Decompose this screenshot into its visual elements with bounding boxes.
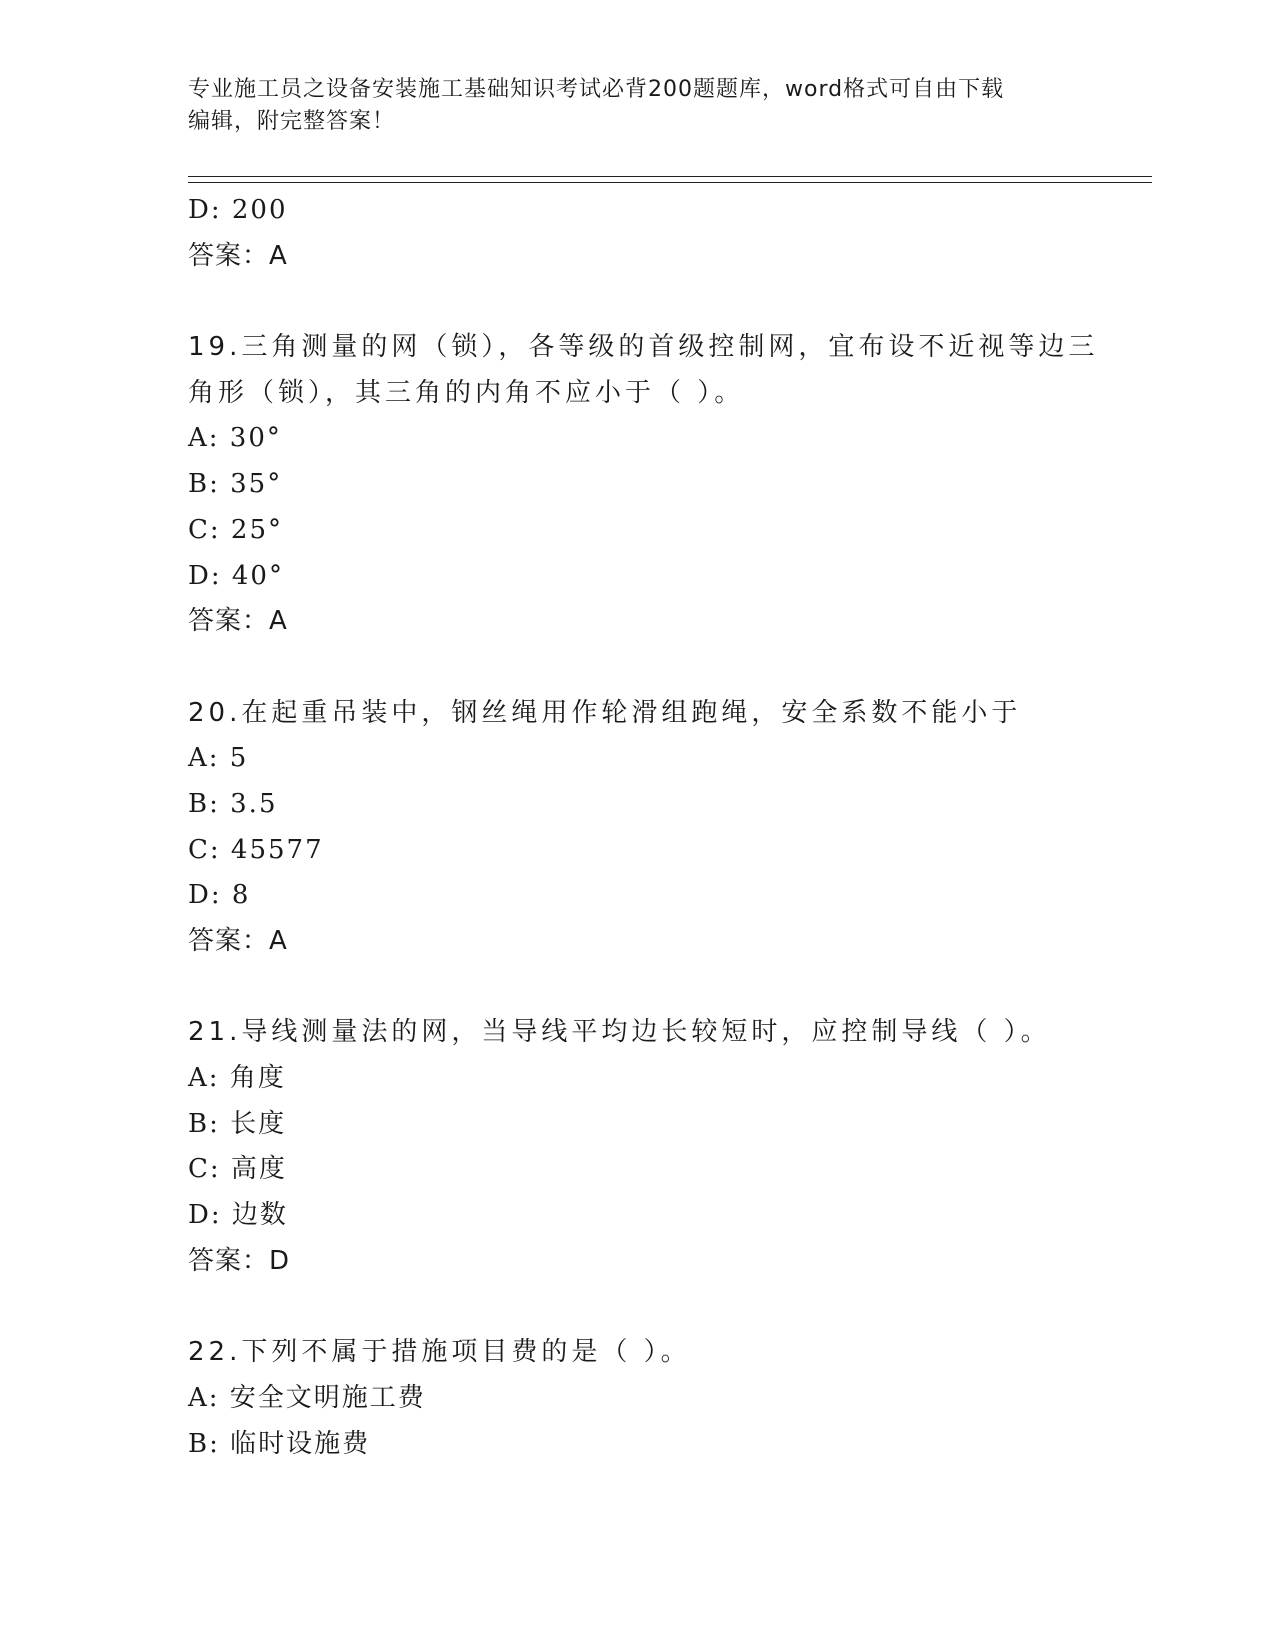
option-b: B: 35°	[188, 469, 283, 500]
option-a: A: 安全文明施工费	[188, 1382, 426, 1413]
question-22	[188, 1330, 1152, 1467]
option-d: D: 边数	[188, 1200, 288, 1231]
question-19	[188, 325, 1152, 645]
question-20	[188, 691, 1152, 965]
option-b: B: 长度	[188, 1108, 287, 1139]
question-text	[188, 691, 1152, 737]
spacer	[188, 1285, 1152, 1331]
header-title-line2: 编辑，附完整答案！	[188, 109, 396, 134]
question-text-line: 角形（锁），其三角的内角不应小于（ ）。	[188, 377, 745, 408]
spacer	[188, 645, 1152, 691]
option-a: A: 30°	[188, 423, 282, 454]
answer: 答案：D	[188, 1245, 291, 1276]
option-b: B: 3.5	[188, 788, 278, 819]
question-text-line: 19.三角测量的网（锁），各等级的首级控制网，宜布设不近视等边三	[188, 332, 1099, 363]
option-b: B: 临时设施费	[188, 1428, 371, 1459]
document-header	[188, 74, 1088, 138]
option-c: C: 25°	[188, 514, 284, 545]
question-21	[188, 1010, 1152, 1284]
question-text-line: 21.导线测量法的网，当导线平均边长较短时，应控制导线（ ）。	[188, 1017, 1051, 1048]
option-c: C: 45577	[188, 834, 324, 865]
option-a: A: 角度	[188, 1063, 286, 1094]
question-text-line: 22.下列不属于措施项目费的是（ ）。	[188, 1337, 691, 1368]
header-divider-bottom	[188, 182, 1152, 183]
spacer	[188, 279, 1152, 325]
question-text-line: 20.在起重吊装中，钢丝绳用作轮滑组跑绳，安全系数不能小于	[188, 697, 1022, 728]
question-list	[188, 188, 1152, 1467]
spacer	[188, 965, 1152, 1011]
header-divider-top	[188, 176, 1152, 177]
header-title-line1: 专业施工员之设备安装施工基础知识考试必背200题题库，word格式可自由下载	[188, 77, 1005, 102]
option-d: D: 8	[188, 880, 251, 911]
answer: 答案：A	[188, 606, 288, 637]
option-a: A: 5	[188, 743, 249, 774]
option-c: C: 高度	[188, 1154, 287, 1185]
q18-option-d: D: 200	[188, 195, 288, 225]
q18-answer: 答案：A	[188, 240, 288, 271]
option-d: D: 40°	[188, 560, 284, 591]
question-text	[188, 1010, 1152, 1056]
question-text	[188, 325, 1152, 416]
answer: 答案：A	[188, 926, 288, 956]
question-text	[188, 1330, 1152, 1376]
